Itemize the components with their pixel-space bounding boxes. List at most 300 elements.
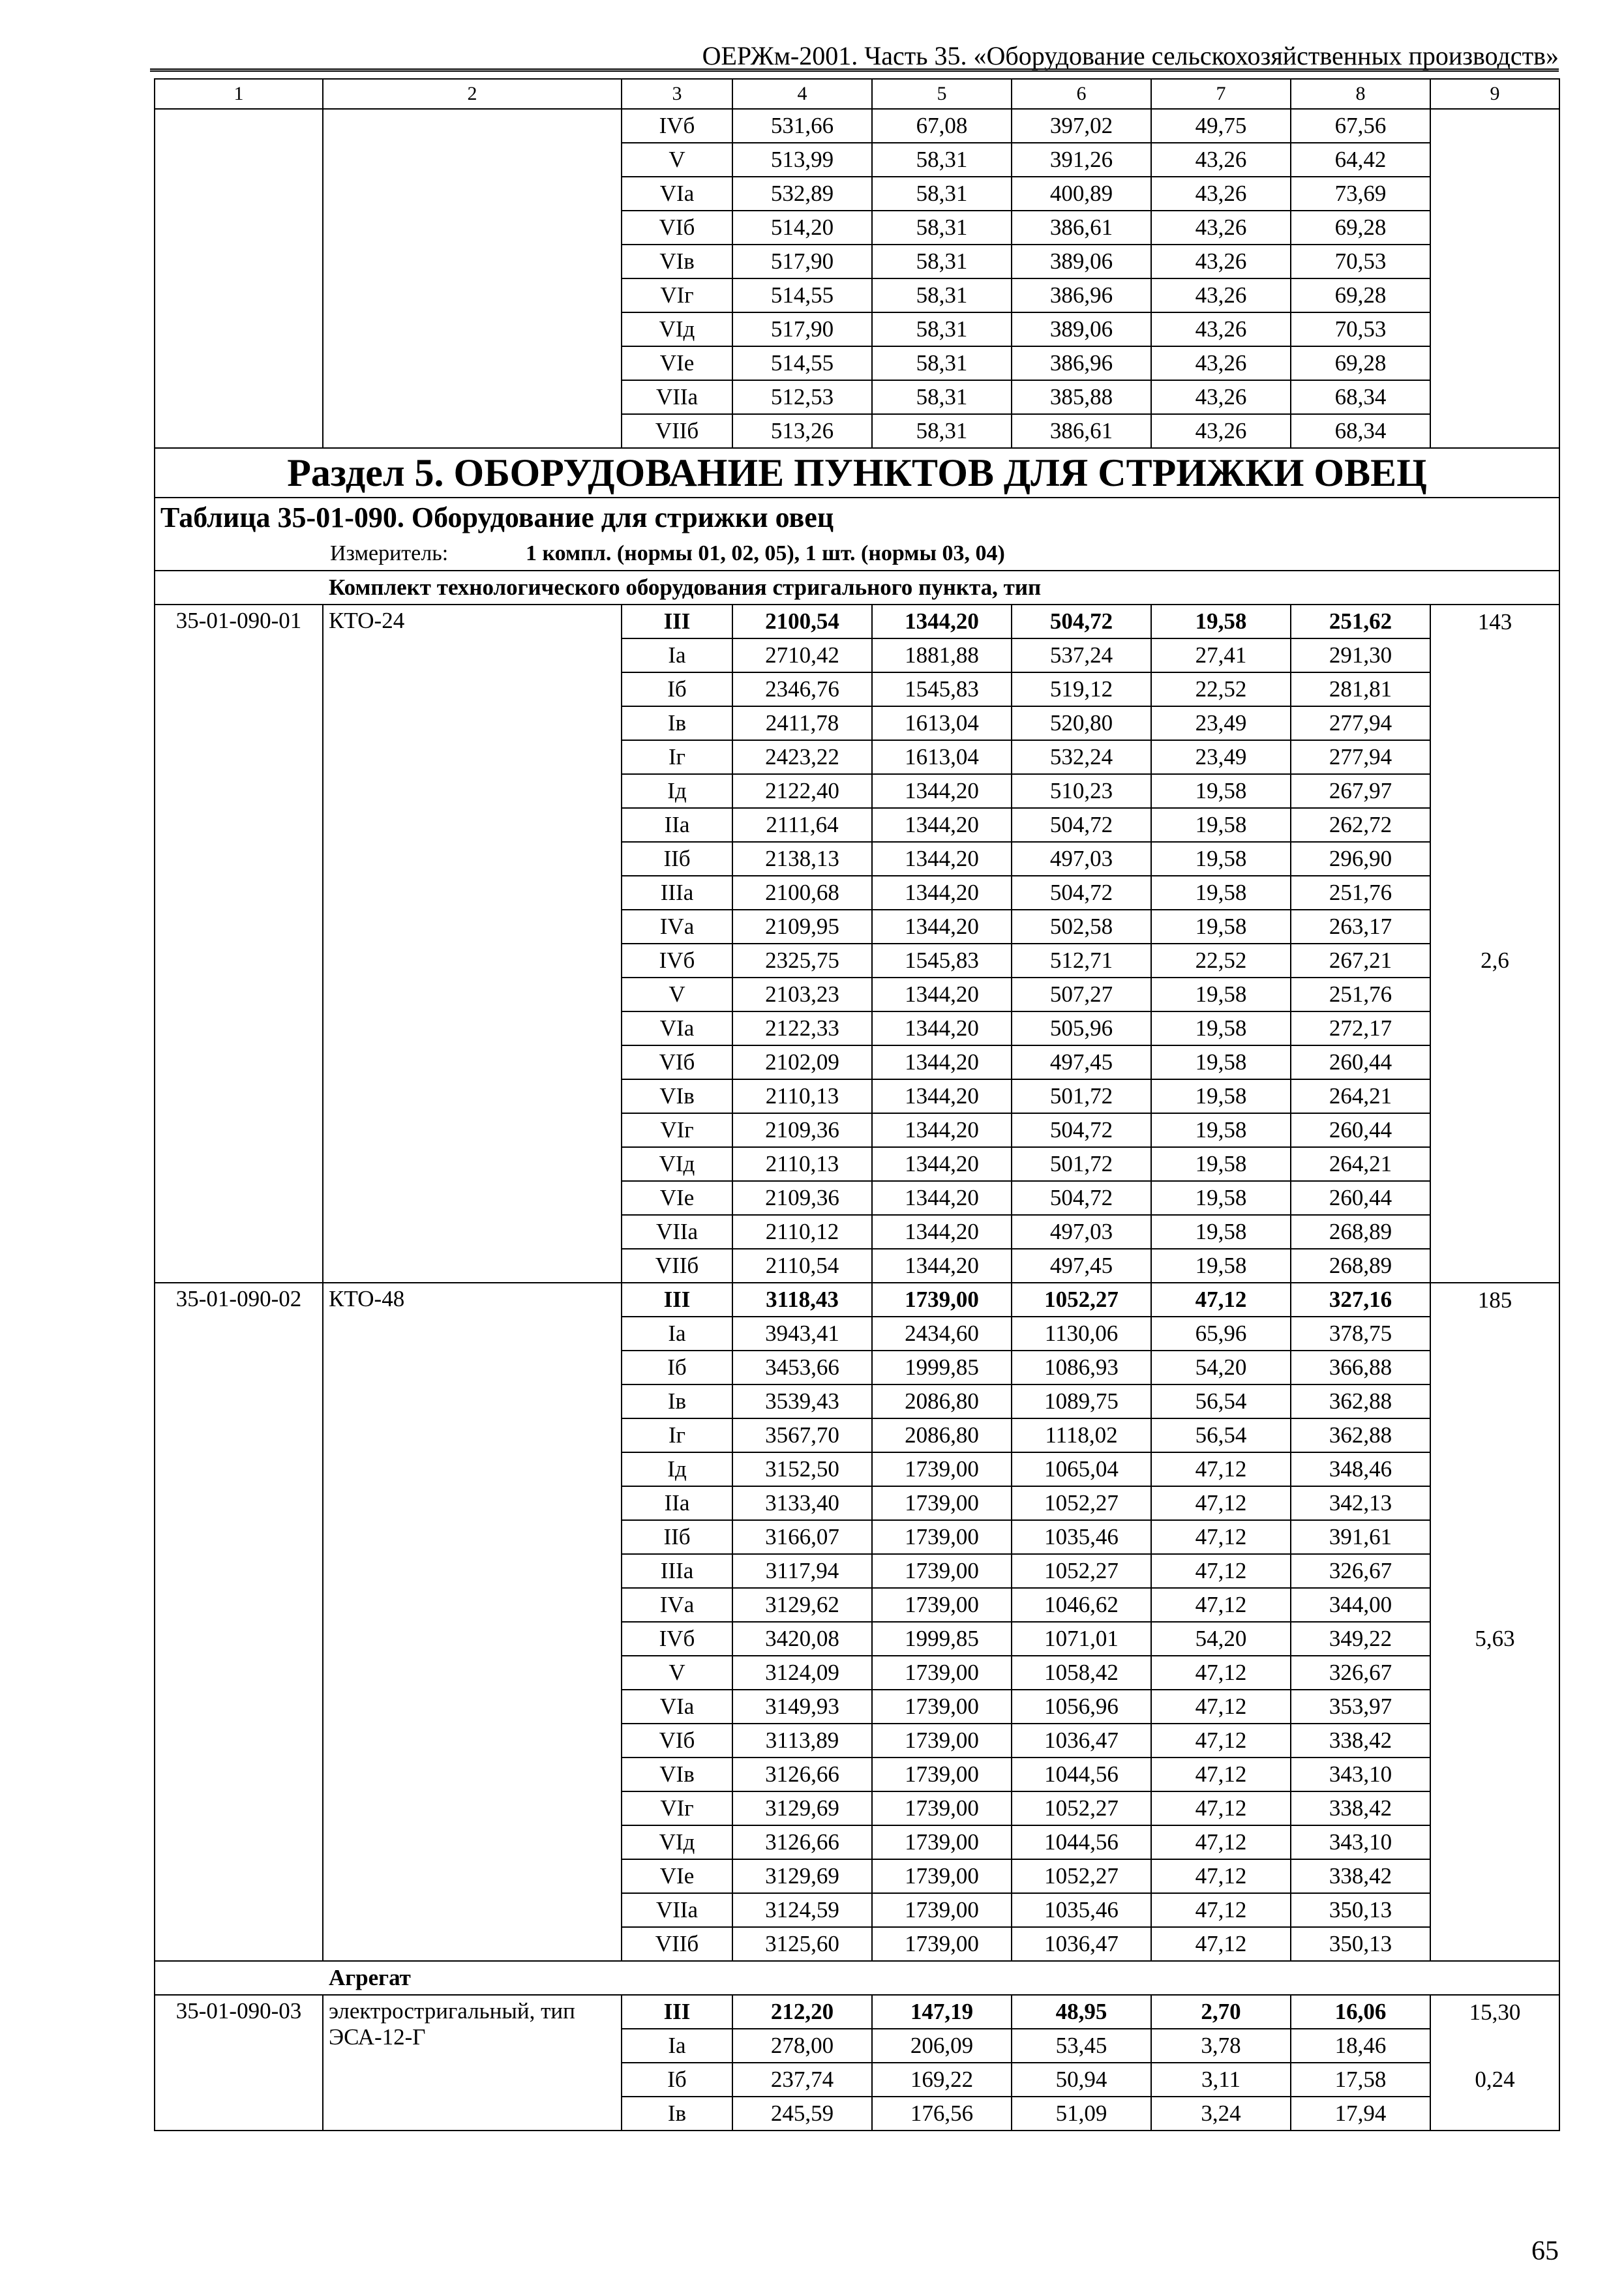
value-cell: 343,10 [1291, 1825, 1430, 1859]
zone-cell: VIг [622, 278, 732, 312]
zone-cell: VIд [622, 312, 732, 346]
column-number: 7 [1151, 79, 1291, 109]
value-cell: 1739,00 [872, 1690, 1012, 1724]
value-cell: 68,34 [1291, 414, 1430, 448]
zone-cell: VIе [622, 346, 732, 380]
value-cell: 296,90 [1291, 842, 1430, 876]
value-cell: 27,41 [1151, 638, 1291, 672]
value-cell: 2346,76 [732, 672, 872, 706]
value-cell: 49,75 [1151, 109, 1291, 143]
value-cell: 70,53 [1291, 312, 1430, 346]
value-cell: 1118,02 [1012, 1418, 1151, 1452]
value-cell: 3166,07 [732, 1520, 872, 1554]
name-cell [323, 109, 622, 448]
value-cell: 47,12 [1151, 1520, 1291, 1554]
value-cell: 58,31 [872, 346, 1012, 380]
value-cell: 504,72 [1012, 876, 1151, 910]
value-cell: 1344,20 [872, 842, 1012, 876]
value-cell: 65,96 [1151, 1317, 1291, 1351]
value-cell: 3539,43 [732, 1384, 872, 1418]
value-cell: 350,13 [1291, 1893, 1430, 1927]
value-cell: 349,22 [1291, 1622, 1430, 1656]
value-cell: 3,78 [1151, 2029, 1291, 2063]
value-cell: 67,56 [1291, 109, 1430, 143]
measure-label: Измеритель: [330, 541, 449, 565]
value-cell: 278,00 [732, 2029, 872, 2063]
value-cell: 19,58 [1151, 808, 1291, 842]
zone-cell: III [622, 1283, 732, 1317]
value-cell: 3567,70 [732, 1418, 872, 1452]
value-cell: 18,46 [1291, 2029, 1430, 2063]
value-cell: 3149,93 [732, 1690, 872, 1724]
zone-cell: IIIа [622, 1554, 732, 1588]
measure-row [155, 537, 1559, 571]
value-cell: 1739,00 [872, 1588, 1012, 1622]
table-title-row [155, 498, 1559, 537]
value-cell: 267,21 [1291, 944, 1430, 978]
value-cell: 19,58 [1151, 1181, 1291, 1215]
value-cell: 58,31 [872, 414, 1012, 448]
value-cell: 366,88 [1291, 1351, 1430, 1384]
value-cell: 2109,36 [732, 1181, 872, 1215]
value-cell: 43,26 [1151, 380, 1291, 414]
value-cell: 1344,20 [872, 1215, 1012, 1249]
value-cell: 1344,20 [872, 774, 1012, 808]
value-cell: 2086,80 [872, 1384, 1012, 1418]
value-cell: 353,97 [1291, 1690, 1430, 1724]
value-cell: 342,13 [1291, 1486, 1430, 1520]
value-cell: 3124,59 [732, 1893, 872, 1927]
table-row [155, 1995, 1559, 2029]
value-cell: 281,81 [1291, 672, 1430, 706]
value-cell: 1052,27 [1012, 1283, 1151, 1317]
zone-cell: VIд [622, 1147, 732, 1181]
column-number: 3 [622, 79, 732, 109]
group-heading-row [155, 571, 1559, 605]
zone-cell: VIд [622, 1825, 732, 1859]
value-cell: 501,72 [1012, 1079, 1151, 1113]
column-number: 5 [872, 79, 1012, 109]
value-cell: 58,31 [872, 177, 1012, 211]
norm-code: 35-01-090-03 [155, 1995, 323, 2131]
value-cell: 1344,20 [872, 1113, 1012, 1147]
value-cell: 1052,27 [1012, 1859, 1151, 1893]
value-cell: 43,26 [1151, 143, 1291, 177]
value-cell: 19,58 [1151, 1011, 1291, 1045]
table-row [155, 605, 1559, 638]
value-cell: 43,26 [1151, 414, 1291, 448]
value-cell: 2103,23 [732, 978, 872, 1011]
value-cell: 70,53 [1291, 245, 1430, 278]
value-cell: 1089,75 [1012, 1384, 1151, 1418]
value-cell: 1344,20 [872, 978, 1012, 1011]
value-cell: 147,19 [872, 1995, 1012, 2029]
value-cell: 338,42 [1291, 1859, 1430, 1893]
value-cell: 47,12 [1151, 1554, 1291, 1588]
value-cell: 251,76 [1291, 978, 1430, 1011]
value-cell: 3,11 [1151, 2063, 1291, 2097]
value-cell: 3113,89 [732, 1724, 872, 1758]
value-cell: 17,94 [1291, 2097, 1430, 2131]
zone-cell: VIIа [622, 1215, 732, 1249]
value-cell: 69,28 [1291, 346, 1430, 380]
value-cell: 3,24 [1151, 2097, 1291, 2131]
value-cell: 1344,20 [872, 1011, 1012, 1045]
value-cell: 1036,47 [1012, 1927, 1151, 1961]
value-cell: 1545,83 [872, 944, 1012, 978]
col9-cell [1430, 109, 1559, 448]
value-cell: 245,59 [732, 2097, 872, 2131]
value-cell: 1044,56 [1012, 1825, 1151, 1859]
section-row [155, 448, 1559, 498]
value-cell: 2434,60 [872, 1317, 1012, 1351]
value-cell: 23,49 [1151, 706, 1291, 740]
value-cell: 267,97 [1291, 774, 1430, 808]
value-cell: 2122,40 [732, 774, 872, 808]
zone-cell: VIб [622, 1045, 732, 1079]
value-cell: 19,58 [1151, 978, 1291, 1011]
value-cell: 47,12 [1151, 1486, 1291, 1520]
value-cell: 1739,00 [872, 1283, 1012, 1317]
zone-cell: Iв [622, 2097, 732, 2131]
measure-cell [155, 537, 1559, 571]
value-cell: 19,58 [1151, 842, 1291, 876]
value-cell: 517,90 [732, 312, 872, 346]
zone-cell: IVа [622, 1588, 732, 1622]
value-cell: 512,53 [732, 380, 872, 414]
value-cell: 2109,95 [732, 910, 872, 944]
value-cell: 264,21 [1291, 1079, 1430, 1113]
zone-cell: IIа [622, 808, 732, 842]
value-cell: 268,89 [1291, 1215, 1430, 1249]
value-cell: 206,09 [872, 2029, 1012, 2063]
value-cell: 505,96 [1012, 1011, 1151, 1045]
value-cell: 3133,40 [732, 1486, 872, 1520]
value-cell: 338,42 [1291, 1724, 1430, 1758]
value-cell: 43,26 [1151, 211, 1291, 245]
value-cell: 2109,36 [732, 1113, 872, 1147]
value-cell: 2411,78 [732, 706, 872, 740]
value-cell: 3126,66 [732, 1758, 872, 1791]
value-cell: 1035,46 [1012, 1520, 1151, 1554]
value-cell: 19,58 [1151, 1249, 1291, 1283]
value-cell: 47,12 [1151, 1588, 1291, 1622]
zone-cell: VIIа [622, 1893, 732, 1927]
value-cell: 504,72 [1012, 1181, 1151, 1215]
value-cell: 400,89 [1012, 177, 1151, 211]
table-title: Таблица 35-01-090. Оборудование для стрижки овец [155, 498, 1559, 537]
value-cell: 1739,00 [872, 1791, 1012, 1825]
value-cell: 3420,08 [732, 1622, 872, 1656]
value-cell: 397,02 [1012, 109, 1151, 143]
value-cell: 268,89 [1291, 1249, 1430, 1283]
zone-cell: IIб [622, 842, 732, 876]
value-cell: 43,26 [1151, 245, 1291, 278]
norm-code: 35-01-090-01 [155, 605, 323, 1283]
zone-cell: VIе [622, 1859, 732, 1893]
value-cell: 251,76 [1291, 876, 1430, 910]
value-cell: 1613,04 [872, 740, 1012, 774]
value-cell: 507,27 [1012, 978, 1151, 1011]
table-row [155, 109, 1559, 143]
value-cell: 19,58 [1151, 1079, 1291, 1113]
zone-cell: VIг [622, 1113, 732, 1147]
zone-cell: VIа [622, 177, 732, 211]
value-cell: 58,31 [872, 278, 1012, 312]
value-cell: 326,67 [1291, 1554, 1430, 1588]
value-cell: 2110,54 [732, 1249, 872, 1283]
value-cell: 17,58 [1291, 2063, 1430, 2097]
value-cell: 237,74 [732, 2063, 872, 2097]
value-cell: 512,71 [1012, 944, 1151, 978]
value-cell: 497,45 [1012, 1249, 1151, 1283]
value-cell: 260,44 [1291, 1045, 1430, 1079]
value-cell: 176,56 [872, 2097, 1012, 2131]
value-cell: 3129,62 [732, 1588, 872, 1622]
zone-cell: IVа [622, 910, 732, 944]
value-cell: 260,44 [1291, 1113, 1430, 1147]
value-cell: 2086,80 [872, 1418, 1012, 1452]
value-cell: 3453,66 [732, 1351, 872, 1384]
value-cell: 532,24 [1012, 740, 1151, 774]
zone-cell: IIб [622, 1520, 732, 1554]
value-cell: 1130,06 [1012, 1317, 1151, 1351]
value-cell: 1344,20 [872, 1147, 1012, 1181]
group-heading: Агрегат [155, 1961, 1559, 1995]
value-cell: 326,67 [1291, 1656, 1430, 1690]
value-cell: 1086,93 [1012, 1351, 1151, 1384]
value-cell: 513,26 [732, 414, 872, 448]
zone-cell: VIв [622, 1079, 732, 1113]
value-cell: 531,66 [732, 109, 872, 143]
value-cell: 19,58 [1151, 1147, 1291, 1181]
value-cell: 47,12 [1151, 1656, 1291, 1690]
value-cell: 386,61 [1012, 211, 1151, 245]
value-cell: 1344,20 [872, 1045, 1012, 1079]
value-cell: 2423,22 [732, 740, 872, 774]
zone-cell: III [622, 1995, 732, 2029]
header-rule [150, 68, 1559, 72]
zone-cell: Iб [622, 672, 732, 706]
value-cell: 54,20 [1151, 1351, 1291, 1384]
value-cell: 1881,88 [872, 638, 1012, 672]
value-cell: 362,88 [1291, 1384, 1430, 1418]
value-cell: 2,70 [1151, 1995, 1291, 2029]
zone-cell: V [622, 978, 732, 1011]
value-cell: 2100,54 [732, 605, 872, 638]
value-cell: 386,96 [1012, 346, 1151, 380]
value-cell: 264,21 [1291, 1147, 1430, 1181]
zone-cell: VIб [622, 211, 732, 245]
value-cell: 23,49 [1151, 740, 1291, 774]
value-cell: 251,62 [1291, 605, 1430, 638]
value-cell: 56,54 [1151, 1384, 1291, 1418]
value-cell: 1739,00 [872, 1656, 1012, 1690]
value-cell: 1739,00 [872, 1758, 1012, 1791]
code-cell [155, 109, 323, 448]
value-cell: 69,28 [1291, 211, 1430, 245]
zone-cell: Iб [622, 1351, 732, 1384]
value-cell: 212,20 [732, 1995, 872, 2029]
value-cell: 1344,20 [872, 1079, 1012, 1113]
value-cell: 47,12 [1151, 1893, 1291, 1927]
value-cell: 537,24 [1012, 638, 1151, 672]
value-cell: 391,26 [1012, 143, 1151, 177]
value-cell: 51,09 [1012, 2097, 1151, 2131]
value-cell: 2138,13 [732, 842, 872, 876]
value-cell: 1044,56 [1012, 1758, 1151, 1791]
value-cell: 1613,04 [872, 706, 1012, 740]
value-cell: 1052,27 [1012, 1791, 1151, 1825]
value-cell: 54,20 [1151, 1622, 1291, 1656]
zone-cell: Iв [622, 706, 732, 740]
value-cell: 260,44 [1291, 1181, 1430, 1215]
value-cell: 1344,20 [872, 910, 1012, 944]
value-cell: 2102,09 [732, 1045, 872, 1079]
zone-cell: Iд [622, 774, 732, 808]
value-cell: 262,72 [1291, 808, 1430, 842]
value-cell: 510,23 [1012, 774, 1151, 808]
column-number: 9 [1430, 79, 1559, 109]
value-cell: 1344,20 [872, 876, 1012, 910]
norm-name: КТО-48 [323, 1283, 622, 1961]
value-cell: 1545,83 [872, 672, 1012, 706]
zone-cell: Iа [622, 2029, 732, 2063]
value-cell: 1052,27 [1012, 1486, 1151, 1520]
value-cell: 2100,68 [732, 876, 872, 910]
rates-table [154, 78, 1560, 2131]
value-cell: 2110,13 [732, 1079, 872, 1113]
zone-cell: IVб [622, 944, 732, 978]
value-cell: 504,72 [1012, 808, 1151, 842]
value-cell: 47,12 [1151, 1724, 1291, 1758]
value-cell: 1344,20 [872, 1249, 1012, 1283]
value-cell: 19,58 [1151, 876, 1291, 910]
header-title: ОЕРЖм-2001. Часть 35. «Оборудование сельскохозяйственных производств» [702, 41, 1559, 70]
value-cell: 277,94 [1291, 740, 1430, 774]
value-cell: 47,12 [1151, 1927, 1291, 1961]
column-number: 6 [1012, 79, 1151, 109]
value-cell: 1739,00 [872, 1520, 1012, 1554]
zone-cell: VIб [622, 1724, 732, 1758]
table-row [155, 1283, 1559, 1317]
value-cell: 514,55 [732, 346, 872, 380]
value-cell: 22,52 [1151, 944, 1291, 978]
zone-cell: V [622, 143, 732, 177]
zone-cell: VIв [622, 1758, 732, 1791]
value-cell: 58,31 [872, 211, 1012, 245]
group-heading: Комплект технологического оборудования стригального пункта, тип [155, 571, 1559, 605]
value-cell: 2111,64 [732, 808, 872, 842]
value-cell: 504,72 [1012, 605, 1151, 638]
value-cell: 502,58 [1012, 910, 1151, 944]
col9-value: 5,63 [1430, 1317, 1559, 1961]
value-cell: 1739,00 [872, 1893, 1012, 1927]
value-cell: 1344,20 [872, 605, 1012, 638]
zone-cell: VIг [622, 1791, 732, 1825]
value-cell: 327,16 [1291, 1283, 1430, 1317]
value-cell: 22,52 [1151, 672, 1291, 706]
value-cell: 1739,00 [872, 1927, 1012, 1961]
value-cell: 389,06 [1012, 245, 1151, 278]
value-cell: 1035,46 [1012, 1893, 1151, 1927]
zone-cell: Iа [622, 1317, 732, 1351]
value-cell: 514,55 [732, 278, 872, 312]
value-cell: 73,69 [1291, 177, 1430, 211]
group-heading-row [155, 1961, 1559, 1995]
value-cell: 2122,33 [732, 1011, 872, 1045]
zone-cell: VIIа [622, 380, 732, 414]
zone-cell: IIа [622, 1486, 732, 1520]
value-cell: 517,90 [732, 245, 872, 278]
value-cell: 2710,42 [732, 638, 872, 672]
value-cell: 19,58 [1151, 774, 1291, 808]
column-number-row [155, 79, 1559, 109]
measure-value: 1 компл. (нормы 01, 02, 05), 1 шт. (нормы 03, 04) [526, 541, 1005, 565]
value-cell: 501,72 [1012, 1147, 1151, 1181]
value-cell: 43,26 [1151, 346, 1291, 380]
value-cell: 19,58 [1151, 1045, 1291, 1079]
value-cell: 68,34 [1291, 380, 1430, 414]
value-cell: 1999,85 [872, 1351, 1012, 1384]
value-cell: 389,06 [1012, 312, 1151, 346]
zone-cell: Iа [622, 638, 732, 672]
col9-value: 143 [1430, 605, 1559, 638]
zone-cell: VIе [622, 1181, 732, 1215]
zone-cell: VIа [622, 1011, 732, 1045]
value-cell: 47,12 [1151, 1859, 1291, 1893]
zone-cell: VIIб [622, 414, 732, 448]
zone-cell: III [622, 605, 732, 638]
value-cell: 1046,62 [1012, 1588, 1151, 1622]
value-cell: 291,30 [1291, 638, 1430, 672]
value-cell: 277,94 [1291, 706, 1430, 740]
value-cell: 378,75 [1291, 1317, 1430, 1351]
col9-value: 15,30 [1430, 1995, 1559, 2029]
zone-cell: IVб [622, 1622, 732, 1656]
value-cell: 350,13 [1291, 1927, 1430, 1961]
value-cell: 3126,66 [732, 1825, 872, 1859]
value-cell: 504,72 [1012, 1113, 1151, 1147]
value-cell: 3124,09 [732, 1656, 872, 1690]
value-cell: 47,12 [1151, 1690, 1291, 1724]
value-cell: 16,06 [1291, 1995, 1430, 2029]
value-cell: 497,03 [1012, 842, 1151, 876]
zone-cell: VIа [622, 1690, 732, 1724]
zone-cell: Iг [622, 1418, 732, 1452]
value-cell: 48,95 [1012, 1995, 1151, 2029]
value-cell: 2110,13 [732, 1147, 872, 1181]
value-cell: 47,12 [1151, 1825, 1291, 1859]
zone-cell: Iд [622, 1452, 732, 1486]
col9-value: 0,24 [1430, 2029, 1559, 2131]
value-cell: 43,26 [1151, 312, 1291, 346]
value-cell: 19,58 [1151, 605, 1291, 638]
value-cell: 69,28 [1291, 278, 1430, 312]
norm-name: электростригальный, тип ЭСА-12-Г [323, 1995, 622, 2131]
value-cell: 519,12 [1012, 672, 1151, 706]
value-cell: 47,12 [1151, 1758, 1291, 1791]
value-cell: 2110,12 [732, 1215, 872, 1249]
value-cell: 50,94 [1012, 2063, 1151, 2097]
value-cell: 1739,00 [872, 1554, 1012, 1588]
value-cell: 1058,42 [1012, 1656, 1151, 1690]
zone-cell: V [622, 1656, 732, 1690]
value-cell: 58,31 [872, 380, 1012, 414]
zone-cell: IIIа [622, 876, 732, 910]
zone-cell: IVб [622, 109, 732, 143]
value-cell: 58,31 [872, 312, 1012, 346]
